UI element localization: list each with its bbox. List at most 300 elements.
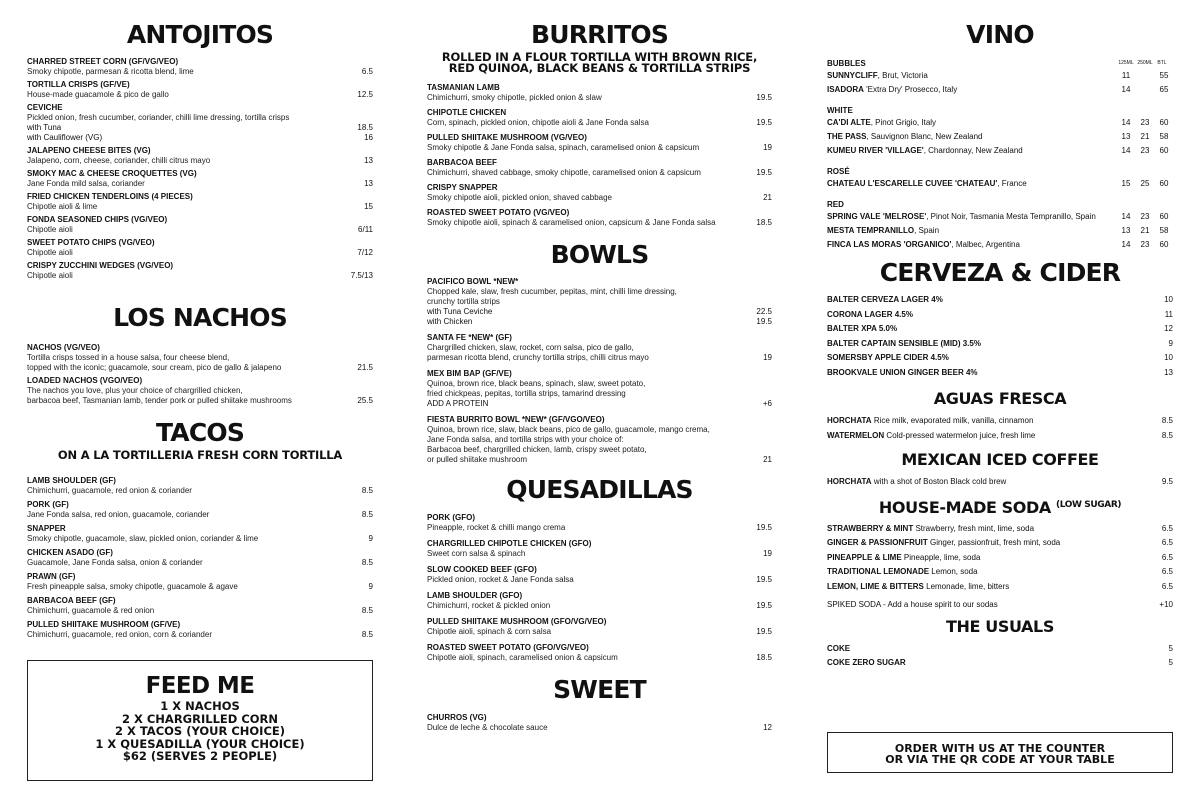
drink-description: Strawberry, fresh mint, lime, soda bbox=[913, 523, 1035, 533]
item-description: Chipotle aioli bbox=[27, 224, 73, 234]
wine-price-250: 23 bbox=[1140, 212, 1150, 221]
item-price: 19.5 bbox=[756, 574, 772, 584]
feed-me-line: 2 X CHARGRILLED CORN bbox=[121, 711, 279, 726]
item-price: 8.5 bbox=[361, 557, 373, 567]
burritos-list bbox=[427, 83, 772, 228]
item-name: CRISPY SNAPPER bbox=[427, 183, 498, 192]
menu-item bbox=[27, 80, 373, 100]
wine-group-name: WHITE bbox=[827, 106, 853, 115]
item-description: Jane Fonda mild salsa, coriander bbox=[27, 178, 145, 188]
item-price: 8.5 bbox=[361, 605, 373, 615]
item-name: CHARGRILLED CHIPOTLE CHICKEN (GFO) bbox=[427, 538, 592, 548]
column-food-center bbox=[427, 18, 772, 733]
item-price: 8.5 bbox=[361, 629, 373, 639]
wine-row bbox=[827, 144, 1173, 158]
item-name: LAMB SHOULDER (GFO) bbox=[427, 590, 523, 600]
aguas-list bbox=[827, 414, 1173, 443]
item-name: SLOW COOKED BEEF (GFO) bbox=[427, 564, 537, 574]
order-line-1: ORDER WITH US AT THE COUNTER bbox=[894, 742, 1106, 755]
section-title-sweet: SWEET bbox=[553, 674, 646, 704]
item-description: fried chickpeas, pepitas, tortilla strips, tamarind dressing bbox=[427, 388, 626, 398]
drink-price: 6.5 bbox=[1161, 523, 1173, 533]
wine-name: ISADORA bbox=[827, 85, 864, 94]
soda-note: (LOW SUGAR) bbox=[1056, 499, 1122, 510]
menu-item bbox=[427, 208, 772, 228]
item-description: parmesan ricotta blend, crunchy tortilla strips, chilli citrus mayo bbox=[427, 352, 649, 362]
menu-item bbox=[27, 376, 373, 406]
item-name: BARBACOA BEEF (GF) bbox=[27, 595, 116, 605]
wine-price-btl: 60 bbox=[1159, 212, 1169, 221]
drink-name: CORONA LAGER 4.5% bbox=[827, 309, 913, 319]
wine-description: , Malbec, Argentina bbox=[951, 240, 1020, 249]
drink-row bbox=[827, 308, 1173, 323]
item-description: Corn, spinach, pickled onion, chipotle aioli & Jane Fonda salsa bbox=[427, 118, 649, 127]
item-name: CHICKEN ASADO (GF) bbox=[27, 547, 113, 557]
item-name: PULLED SHIITAKE MUSHROOM (GF/VE) bbox=[27, 619, 181, 629]
wine-price-btl: 55 bbox=[1159, 71, 1169, 80]
usuals-list bbox=[827, 642, 1173, 671]
sweet-list bbox=[427, 713, 772, 733]
spiked-soda-row bbox=[827, 598, 1173, 613]
item-description: Chimichurri, guacamole, red onion, corn & coriander bbox=[27, 629, 212, 639]
wine-row bbox=[827, 116, 1173, 130]
drink-row bbox=[827, 293, 1173, 308]
wine-price-250: 23 bbox=[1140, 146, 1150, 155]
wine-price-btl: 65 bbox=[1159, 85, 1169, 94]
section-title-iced-coffee: MEXICAN ICED COFFEE bbox=[901, 450, 1099, 469]
section-title-bowls: BOWLS bbox=[550, 240, 649, 269]
item-description: Chimichurri, guacamole & red onion bbox=[27, 605, 155, 615]
wine-price-250: 21 bbox=[1140, 226, 1150, 235]
item-description: Jane Fonda salsa, red onion, guacamole, coriander bbox=[27, 509, 210, 519]
wine-price-250: 21 bbox=[1140, 132, 1150, 141]
section-title-quesadillas: QUESADILLAS bbox=[506, 474, 693, 504]
item-description: Quinoa, brown rice, slaw, black beans, pico de gallo, guacamole, mango crema, bbox=[427, 424, 710, 434]
item-description: Sweet corn salsa & spinach bbox=[427, 548, 526, 558]
drink-name: HORCHATA bbox=[827, 416, 872, 425]
addon-price: +6 bbox=[762, 398, 772, 408]
section-title-vino: VINO bbox=[966, 20, 1034, 49]
bowl-item bbox=[427, 369, 772, 399]
wine-row bbox=[827, 177, 1173, 191]
drink-price: 9 bbox=[1168, 338, 1173, 348]
menu-item bbox=[27, 215, 373, 235]
wine-price-125: 13 bbox=[1121, 132, 1131, 141]
drink-price: 12 bbox=[1164, 324, 1173, 333]
section-title-antojitos: ANTOJITOS bbox=[126, 20, 274, 49]
column-drinks bbox=[827, 18, 1173, 671]
wine-price-250: 23 bbox=[1140, 240, 1150, 249]
bowl-item bbox=[427, 415, 772, 465]
wine-row bbox=[827, 224, 1173, 238]
item-price: 19 bbox=[763, 352, 772, 362]
wine-col-header: BTL bbox=[1157, 60, 1167, 66]
drink-name: BALTER CERVEZA LAGER 4% bbox=[827, 295, 943, 304]
drink-price: 10 bbox=[1164, 353, 1173, 362]
item-description: crunchy tortilla strips bbox=[427, 296, 500, 306]
item-name: LOADED NACHOS (VGO/VEO) bbox=[27, 375, 143, 385]
wine-description: , Brut, Victoria bbox=[877, 71, 928, 80]
bowl-item bbox=[427, 277, 772, 307]
menu-item bbox=[27, 261, 373, 281]
drink-row bbox=[827, 565, 1173, 580]
drink-name: GINGER & PASSIONFRUIT bbox=[827, 538, 928, 547]
wine-price-125: 14 bbox=[1121, 240, 1131, 249]
section-title-nachos: LOS NACHOS bbox=[113, 302, 287, 332]
spiked-soda-label: SPIKED SODA - Add a house spirit to our sodas bbox=[827, 600, 998, 609]
section-title-aguas: AGUAS FRESCA bbox=[933, 389, 1067, 408]
option-label: with Chicken bbox=[427, 316, 473, 326]
drink-name: PINEAPPLE & LIME bbox=[827, 552, 902, 562]
wine-price-250: 23 bbox=[1140, 118, 1150, 127]
option-price: 19.5 bbox=[756, 316, 772, 326]
item-name: PORK (GF) bbox=[27, 499, 69, 509]
wine-description: , Chardonnay, New Zealand bbox=[923, 146, 1023, 155]
item-name: PACIFICO BOWL *NEW* bbox=[427, 276, 519, 286]
drink-row bbox=[827, 337, 1173, 352]
wine-group-label bbox=[827, 166, 1173, 177]
wine-col-header: 250ML bbox=[1137, 60, 1153, 66]
wine-price-125: 14 bbox=[1121, 118, 1131, 127]
item-price: 19.5 bbox=[756, 600, 772, 610]
drink-row bbox=[827, 522, 1173, 537]
wine-description: , Pinot Noir, Tasmania Mesta Tempranillo, Spain bbox=[926, 212, 1096, 221]
item-price: 21 bbox=[763, 193, 772, 202]
antojitos-list bbox=[27, 57, 373, 281]
item-price: 15 bbox=[364, 201, 373, 211]
item-price: 6.5 bbox=[361, 66, 373, 76]
item-price: 25.5 bbox=[357, 395, 373, 405]
menu-item bbox=[427, 183, 772, 203]
item-price: 19 bbox=[763, 548, 772, 558]
item-description: Quinoa, brown rice, black beans, spinach, slaw, sweet potato, bbox=[427, 378, 646, 388]
drink-price: 6.5 bbox=[1161, 538, 1173, 547]
drink-name: BALTER XPA 5.0% bbox=[827, 324, 898, 333]
drink-price: 9.5 bbox=[1161, 477, 1173, 486]
menu-item bbox=[27, 123, 373, 133]
drink-name: WATERMELON bbox=[827, 430, 885, 440]
item-price: 12 bbox=[763, 722, 772, 732]
item-description: Jalapeno, corn, cheese, coriander, chilli citrus mayo bbox=[27, 155, 211, 165]
drink-price: 11 bbox=[1164, 309, 1173, 319]
menu-item bbox=[427, 713, 772, 733]
menu-item bbox=[27, 192, 373, 212]
wine-price-125: 15 bbox=[1121, 179, 1131, 188]
wine-group-name: BUBBLES bbox=[827, 59, 866, 68]
bowls-list bbox=[427, 277, 772, 465]
menu-item bbox=[427, 617, 772, 637]
drink-price: 13 bbox=[1164, 367, 1173, 377]
item-price: 19 bbox=[763, 143, 772, 152]
section-title-tacos: TACOS bbox=[155, 417, 245, 447]
wine-price-250: 25 bbox=[1140, 179, 1150, 188]
drink-price: 5 bbox=[1168, 658, 1173, 667]
item-name: SANTA FE *NEW* (GF) bbox=[427, 332, 512, 342]
feed-me-price: $62 (SERVES 2 PEOPLE) bbox=[122, 749, 278, 763]
drink-description: Lemon, soda bbox=[929, 567, 978, 576]
drink-name: COKE bbox=[827, 643, 851, 653]
drink-row bbox=[827, 475, 1173, 490]
menu-item bbox=[27, 57, 373, 77]
drink-description: Lemonade, lime, bitters bbox=[923, 581, 1010, 591]
menu-item bbox=[27, 596, 373, 616]
item-description: Smoky chipotle & Jane Fonda salsa, spinach, caramelised onion & capsicum bbox=[427, 143, 700, 152]
wine-name: SPRING VALE 'MELROSE' bbox=[827, 212, 927, 221]
drink-row bbox=[827, 656, 1173, 671]
item-name: NACHOS (VG/VEO) bbox=[27, 342, 100, 352]
wine-name: FINCA LAS MORAS 'ORGANICO' bbox=[827, 240, 952, 249]
item-description: Chipotle aioli, spinach & corn salsa bbox=[427, 626, 552, 636]
wine-name: MESTA TEMPRANILLO bbox=[827, 226, 915, 235]
item-description: Fresh pineapple salsa, smoky chipotle, guacamole & agave bbox=[27, 581, 238, 591]
wine-group-label bbox=[827, 58, 1173, 69]
item-name: SNAPPER bbox=[27, 523, 66, 533]
order-info-box bbox=[827, 732, 1173, 773]
drink-name: HORCHATA bbox=[827, 477, 872, 486]
drink-price: 8.5 bbox=[1161, 416, 1173, 425]
wine-price-btl: 60 bbox=[1159, 146, 1169, 155]
option-label: with Tuna Ceviche bbox=[427, 306, 493, 316]
item-description: Chimichurri, rocket & pickled onion bbox=[427, 600, 551, 610]
item-description: Smoky chipotle aioli, pickled onion, shaved cabbage bbox=[427, 193, 613, 202]
drink-price: 6.5 bbox=[1161, 552, 1173, 562]
drink-name: BROOKVALE UNION GINGER BEER 4% bbox=[827, 367, 978, 377]
item-name: FRIED CHICKEN TENDERLOINS (4 PIECES) bbox=[27, 191, 193, 201]
item-name: PULLED SHIITAKE MUSHROOM (VG/VEO) bbox=[427, 133, 587, 142]
item-description: Barbacoa beef, chargrilled chicken, lamb, crispy sweet potato, bbox=[427, 444, 647, 454]
tacos-list bbox=[27, 476, 373, 640]
menu-item bbox=[27, 146, 373, 166]
drink-row bbox=[827, 536, 1173, 551]
item-description: House-made guacamole & pico de gallo bbox=[27, 89, 169, 99]
item-name: PORK (GFO) bbox=[427, 512, 475, 522]
wine-row bbox=[827, 69, 1173, 83]
section-title-burritos: BURRITOS bbox=[530, 20, 669, 49]
menu-item bbox=[427, 133, 772, 153]
addon-row bbox=[427, 399, 772, 409]
item-name: CHURROS (VG) bbox=[427, 712, 487, 722]
menu-item bbox=[27, 238, 373, 258]
menu-item bbox=[27, 548, 373, 568]
menu-item bbox=[27, 500, 373, 520]
item-name: PRAWN (GF) bbox=[27, 571, 76, 581]
drink-price: 6.5 bbox=[1161, 567, 1173, 576]
item-description: Guacamole, Jane Fonda salsa, onion & coriander bbox=[27, 557, 203, 567]
drink-description: Rice milk, evaporated milk, vanilla, cinnamon bbox=[871, 416, 1034, 425]
drink-row bbox=[827, 322, 1173, 337]
item-description: Chipotle aioli bbox=[27, 247, 73, 257]
item-description: Chimichurri, guacamole, red onion & coriander bbox=[27, 485, 192, 495]
menu-item bbox=[427, 158, 772, 178]
menu-item bbox=[27, 343, 373, 373]
item-description: Jane Fonda salsa, and tortilla strips with your choice of: bbox=[427, 434, 624, 444]
wine-price-btl: 58 bbox=[1159, 226, 1169, 235]
item-name: JALAPENO CHEESE BITES (VG) bbox=[27, 145, 151, 155]
wine-row bbox=[827, 238, 1173, 252]
wine-price-btl: 58 bbox=[1159, 132, 1169, 141]
drink-row bbox=[827, 580, 1173, 595]
item-description: Pickled onion, fresh cucumber, coriander, chilli lime dressing, tortilla crisps bbox=[27, 112, 290, 122]
drink-description: with a shot of Boston Black cold brew bbox=[871, 477, 1007, 486]
drink-row bbox=[827, 414, 1173, 429]
item-name: TASMANIAN LAMB bbox=[427, 83, 500, 92]
wine-price-125: 11 bbox=[1121, 71, 1131, 80]
item-name: CHIPOTLE CHICKEN bbox=[427, 108, 507, 117]
item-description: Chipotle aioli & lime bbox=[27, 201, 98, 211]
option-price: 22.5 bbox=[756, 306, 772, 316]
item-description: Chopped kale, slaw, fresh cucumber, pepitas, mint, chilli lime dressing, bbox=[427, 286, 677, 296]
item-description: Chimichurri, shaved cabbage, smoky chipotle, caramelised onion & capsicum bbox=[427, 168, 701, 177]
item-description: Dulce de leche & chocolate sauce bbox=[427, 722, 548, 732]
burritos-subtitle-2: RED QUINOA, BLACK BEANS & TORTILLA STRIPS bbox=[448, 61, 751, 75]
wine-price-125: 13 bbox=[1121, 226, 1131, 235]
menu-item bbox=[427, 643, 772, 663]
drink-price: 10 bbox=[1164, 295, 1173, 304]
menu-item bbox=[427, 565, 772, 585]
drink-name: COKE ZERO SUGAR bbox=[827, 658, 906, 667]
feed-me-box bbox=[27, 660, 373, 781]
bowl-option bbox=[427, 307, 772, 317]
drink-row bbox=[827, 366, 1173, 381]
wine-price-btl: 60 bbox=[1159, 179, 1169, 188]
item-price: 19.5 bbox=[756, 93, 772, 102]
menu-item bbox=[27, 133, 373, 143]
item-price: 21 bbox=[763, 454, 772, 464]
drink-row bbox=[827, 642, 1173, 657]
item-name: LAMB SHOULDER (GF) bbox=[27, 475, 116, 485]
drink-name: LEMON, LIME & BITTERS bbox=[827, 581, 924, 591]
order-line-2: OR VIA THE QR CODE AT YOUR TABLE bbox=[885, 753, 1115, 766]
item-description: Smoky chipotle aioli, spinach & caramelised onion, capsicum & Jane Fonda salsa bbox=[427, 218, 716, 227]
item-price: 16 bbox=[364, 132, 373, 142]
menu-item bbox=[427, 591, 772, 611]
drink-description: Ginger, passionfruit, fresh mint, soda bbox=[927, 538, 1061, 547]
menu-item bbox=[27, 524, 373, 544]
section-title-cerveza: CERVEZA & CIDER bbox=[879, 258, 1121, 287]
drink-name: TRADITIONAL LEMONADE bbox=[827, 567, 930, 576]
menu-item bbox=[27, 572, 373, 592]
menu-item bbox=[427, 539, 772, 559]
drink-row bbox=[827, 429, 1173, 444]
item-name: ROASTED SWEET POTATO (GFO/VG/VEO) bbox=[427, 642, 589, 652]
drink-row bbox=[827, 551, 1173, 566]
wine-row bbox=[827, 210, 1173, 224]
quesadillas-list bbox=[427, 513, 772, 663]
wine-row bbox=[827, 130, 1173, 144]
item-name: SMOKY MAC & CHEESE CROQUETTES (VG) bbox=[27, 168, 197, 178]
section-title-soda bbox=[827, 493, 1173, 520]
item-price: 8.5 bbox=[361, 509, 373, 519]
drink-price: 6.5 bbox=[1161, 581, 1173, 591]
item-price: 13 bbox=[364, 178, 373, 188]
item-description: Smoky chipotle, guacamole, slaw, pickled onion, coriander & lime bbox=[27, 533, 259, 543]
menu-item bbox=[27, 620, 373, 640]
wine-description: , Sauvignon Blanc, New Zealand bbox=[866, 132, 983, 141]
item-price: 8.5 bbox=[361, 485, 373, 495]
wine-name: KUMEU RIVER 'VILLAGE' bbox=[827, 146, 924, 155]
wine-group-label bbox=[827, 199, 1173, 210]
nachos-list bbox=[27, 343, 373, 406]
burritos-subtitle-1: ROLLED IN A FLOUR TORTILLA WITH BROWN RICE, bbox=[441, 50, 758, 64]
drink-name: BALTER CAPTAIN SENSIBLE (MID) 3.5% bbox=[827, 338, 981, 348]
drink-price: 5 bbox=[1168, 643, 1173, 653]
menu-item bbox=[27, 476, 373, 496]
item-name: CEVICHE bbox=[27, 102, 63, 112]
wine-price-btl: 60 bbox=[1159, 240, 1169, 249]
wine-name: THE PASS bbox=[827, 132, 867, 141]
item-name: ROASTED SWEET POTATO (VG/VEO) bbox=[427, 208, 570, 217]
item-price: 6/11 bbox=[358, 224, 373, 234]
wine-description: , France bbox=[997, 179, 1027, 188]
item-description: Chipotle aioli bbox=[27, 270, 73, 280]
item-name: BARBACOA BEEF bbox=[427, 158, 497, 167]
bowl-option bbox=[427, 317, 772, 327]
item-price: 18.5 bbox=[357, 122, 373, 132]
drink-description: Cold-pressed watermelon juice, fresh lime bbox=[884, 430, 1036, 440]
item-price: 21.5 bbox=[357, 362, 373, 372]
wine-group-label bbox=[827, 105, 1173, 116]
drink-description: Pineapple, lime, soda bbox=[901, 552, 981, 562]
item-name: CHARRED STREET CORN (GF/VG/VEO) bbox=[27, 56, 179, 66]
item-price: 9 bbox=[368, 533, 373, 543]
feed-me-line: 1 X QUESADILLA (YOUR CHOICE) bbox=[95, 736, 305, 751]
item-name: TORTILLA CRISPS (GF/VE) bbox=[27, 79, 130, 89]
wine-description: 'Extra Dry' Prosecco, Italy bbox=[863, 85, 958, 94]
item-description: barbacoa beef, Tasmanian lamb, tender pork or pulled shiitake mushrooms bbox=[27, 395, 292, 405]
item-price: 18.5 bbox=[756, 652, 772, 662]
item-description: Chargrilled chicken, slaw, rocket, corn salsa, pico de gallo, bbox=[427, 342, 634, 352]
item-description: Chipotle aioli, spinach, caramelised onion & capsicum bbox=[427, 652, 618, 662]
item-price: 7.5/13 bbox=[350, 270, 373, 280]
cerveza-list bbox=[827, 293, 1173, 380]
iced-coffee-list bbox=[827, 475, 1173, 490]
menu-item bbox=[27, 169, 373, 189]
drink-price: 8.5 bbox=[1161, 430, 1173, 440]
drink-row bbox=[827, 351, 1173, 366]
item-name: FIESTA BURRITO BOWL *NEW* (GF/VGO/VEO) bbox=[427, 414, 605, 424]
wine-price-125: 14 bbox=[1121, 85, 1131, 94]
wine-description: , Pinot Grigio, Italy bbox=[870, 118, 937, 127]
drink-name: STRAWBERRY & MINT bbox=[827, 523, 914, 533]
item-name: SWEET POTATO CHIPS (VG/VEO) bbox=[27, 237, 155, 247]
section-title-usuals: THE USUALS bbox=[946, 616, 1054, 636]
column-food-left bbox=[27, 18, 373, 640]
tacos-subtitle: ON A LA TORTILLERIA FRESH CORN TORTILLA bbox=[57, 447, 343, 462]
item-price: 9 bbox=[368, 581, 373, 591]
addon-label: ADD A PROTEIN bbox=[427, 398, 489, 408]
item-description: Pickled onion, rocket & Jane Fonda salsa bbox=[427, 574, 574, 584]
wine-group-name: RED bbox=[827, 200, 844, 209]
wine-price-btl: 60 bbox=[1159, 118, 1169, 127]
wine-list bbox=[827, 58, 1173, 252]
item-price: 7/12 bbox=[357, 247, 373, 257]
soda-title: HOUSE-MADE SODA bbox=[878, 497, 1051, 517]
item-name: PULLED SHIITAKE MUSHROOM (GFO/VG/VEO) bbox=[427, 616, 607, 626]
item-description: Tortilla crisps tossed in a house salsa, four cheese blend, bbox=[27, 352, 230, 362]
item-price: 12.5 bbox=[357, 89, 373, 99]
menu-item bbox=[427, 83, 772, 103]
wine-price-125: 14 bbox=[1121, 146, 1131, 155]
item-description: Chimichurri, smoky chipotle, pickled onion & slaw bbox=[427, 93, 602, 102]
wine-name: CHATEAU L'ESCARELLE CUVEE 'CHATEAU' bbox=[827, 179, 998, 188]
wine-row bbox=[827, 83, 1173, 97]
bowl-item bbox=[427, 333, 772, 363]
feed-me-title: FEED ME bbox=[145, 673, 255, 699]
soda-list bbox=[827, 522, 1173, 595]
menu-item bbox=[27, 103, 373, 123]
feed-me-line: 2 X TACOS (YOUR CHOICE) bbox=[114, 724, 286, 738]
item-price: 19.5 bbox=[756, 168, 772, 177]
